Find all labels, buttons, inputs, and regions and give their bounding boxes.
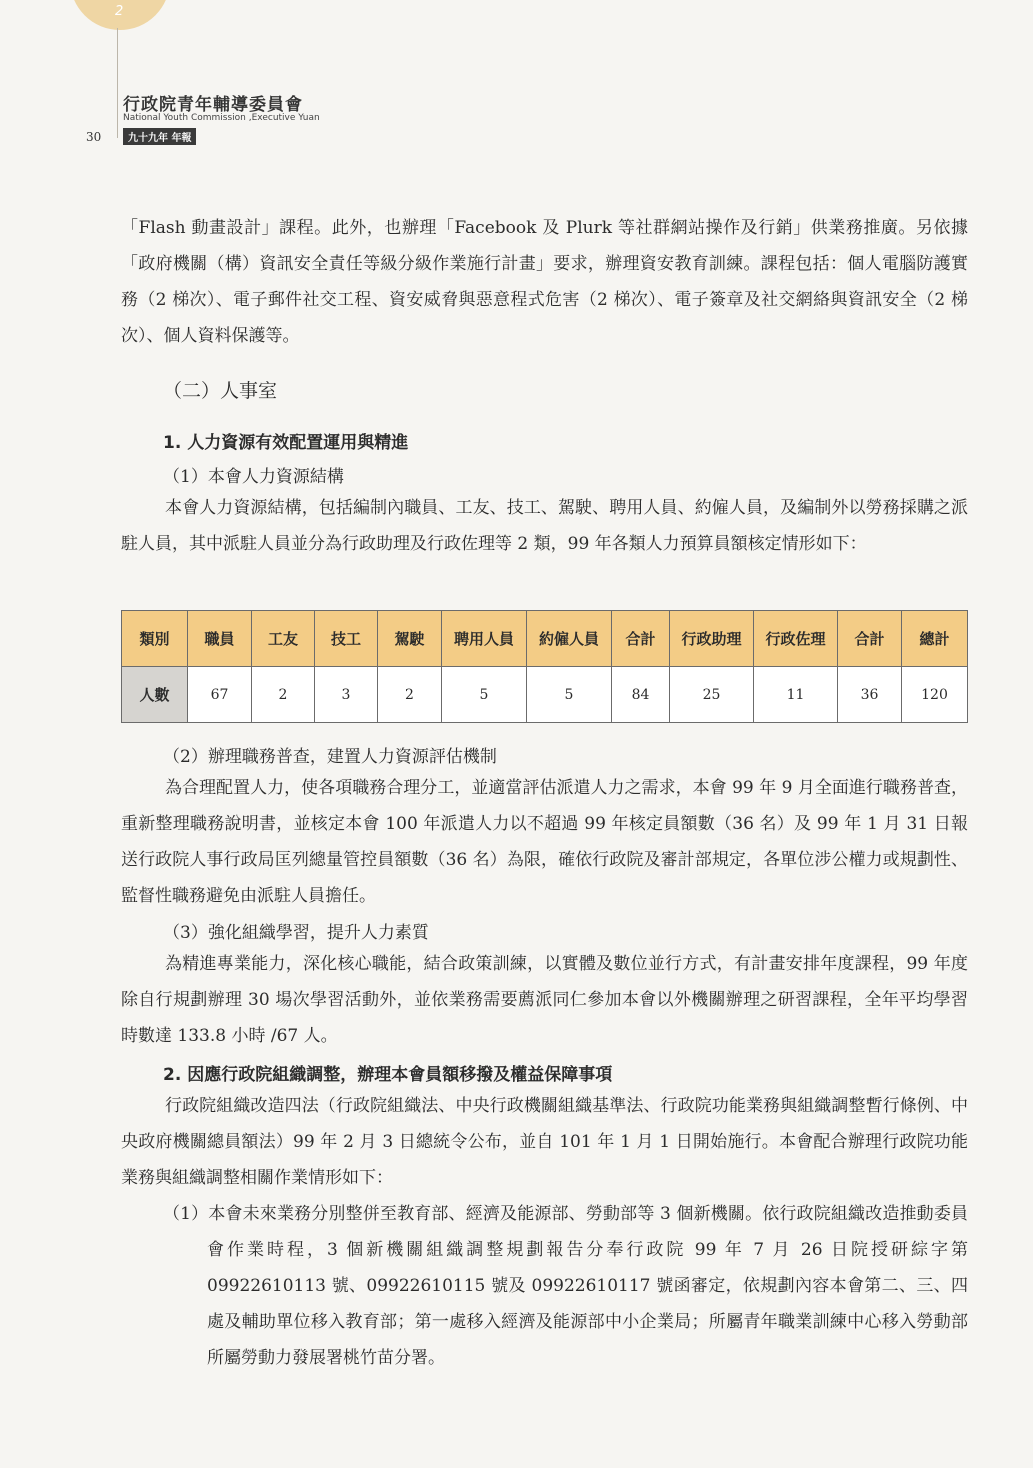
table-cell: 5 bbox=[527, 667, 612, 723]
table-cell: 67 bbox=[188, 667, 252, 723]
org-name-zh: 行政院青年輔導委員會 bbox=[123, 95, 303, 115]
subsection-1-item-3-text: 為精進專業能力，深化核心職能，結合政策訓練，以實體及數位並行方式，有計畫安排年度課程，99 年度除自行規劃辦理 30 場次學習活動外，並依業務需要薦派同仁參加本會以外機關辦理之研習課程，全年平均學習時數達 133.8 小時 /67 人。 bbox=[121, 954, 968, 1046]
subsection-1-item-1-title: （1）本會人力資源結構 bbox=[163, 467, 344, 487]
table-cell: 11 bbox=[754, 667, 838, 723]
subsection-1-item-2-title: （2）辦理職務普查，建置人力資源評估機制 bbox=[163, 747, 497, 767]
staff-table-header-row bbox=[122, 611, 968, 667]
table-header-cell: 職員 bbox=[188, 611, 252, 667]
table-cell: 2 bbox=[252, 667, 315, 723]
table-header-cell: 合計 bbox=[838, 611, 902, 667]
subsection-1-item-2-text: 為合理配置人力，使各項職務合理分工，並適當評估派遣人力之需求，本會 99 年 9 月全面進行職務普查，重新整理職務說明書，並核定本會 100 年派遣人力以不超過 99 年核定員額數（36 名）及 99 年 1 月 31 日報送行政院人事行政局匡列總量管控員額數（36 名）為限，確依行政院及審計部規定，各單位涉公權力或規劃性、監督性職務避免由派駐人員擔任。 bbox=[121, 778, 968, 906]
table-header-cell: 駕駛 bbox=[378, 611, 442, 667]
report-label: 九十九年 年報 bbox=[123, 128, 196, 145]
table-cell: 2 bbox=[378, 667, 442, 723]
table-cell: 5 bbox=[442, 667, 527, 723]
subsection-1-item-1-text: 本會人力資源結構，包括編制內職員、工友、技工、駕駛、聘用人員、約僱人員，及編制外以勞務採購之派駐人員，其中派駐人員並分為行政助理及行政佐理等 2 類，99 年各類人力預算員額核定情形如下： bbox=[121, 498, 968, 554]
page-number: 30 bbox=[86, 130, 102, 144]
subsection-1-item-3-title: （3）強化組織學習，提升人力素質 bbox=[163, 923, 429, 943]
subsection-1-title: 1. 人力資源有效配置運用與精進 bbox=[163, 433, 409, 453]
table-cell: 120 bbox=[902, 667, 968, 723]
intro-paragraph: 「Flash 動畫設計」課程。此外，也辦理「Facebook 及 Plurk 等社群網站操作及行銷」供業務推廣。另依據「政府機關（構）資訊安全責任等級分級作業施行計畫」要求，辦理資安教育訓練。課程包括：個人電腦防護實務（2 梯次）、電子郵件社交工程、資安威脅與惡意程式危害（2 梯次）、電子簽章及社交網絡與資訊安全（2 梯次）、個人資料保護等。 bbox=[121, 218, 968, 346]
table-header-cell: 行政佐理 bbox=[754, 611, 838, 667]
table-header-cell: 類別 bbox=[122, 611, 188, 667]
subsection-2-item-1-text: （1）本會未來業務分別整併至教育部、經濟及能源部、勞動部等 3 個新機關。依行政院組織改造推動委員會作業時程，3 個新機關組織調整規劃報告分奉行政院 99 年 7 月 26 日院授研綜字第 09922610113 號、09922610115 號及 09922610117 號函審定，依規劃內容本會第二、三、四處及輔助單位移入教育部；第一處移入經濟及能源部中小企業局；所屬青年職業訓練中心移入勞動部所屬勞動力發展署桃竹苗分署。 bbox=[163, 1204, 968, 1368]
subsection-2-text: 行政院組織改造四法（行政院組織法、中央行政機關組織基準法、行政院功能業務與組織調整暫行條例、中央政府機關總員額法）99 年 2 月 3 日總統令公布，並自 101 年 1 月 1 日開始施行。本會配合辦理行政院功能業務與組織調整相關作業情形如下： bbox=[121, 1096, 968, 1188]
table-row-label: 人數 bbox=[122, 667, 188, 723]
table-row bbox=[122, 667, 968, 723]
table-header-cell: 行政助理 bbox=[670, 611, 754, 667]
header-divider bbox=[117, 28, 118, 138]
org-name-en: National Youth Commission ,Executive Yuan bbox=[123, 113, 320, 123]
chapter-number: 2 bbox=[115, 4, 124, 19]
table-header-cell: 聘用人員 bbox=[442, 611, 527, 667]
section-title: （二）人事室 bbox=[163, 380, 278, 402]
table-cell: 25 bbox=[670, 667, 754, 723]
table-cell: 3 bbox=[315, 667, 378, 723]
table-header-cell: 總計 bbox=[902, 611, 968, 667]
table-cell: 84 bbox=[612, 667, 670, 723]
table-header-cell: 技工 bbox=[315, 611, 378, 667]
table-header-cell: 工友 bbox=[252, 611, 315, 667]
table-header-cell: 約僱人員 bbox=[527, 611, 612, 667]
table-header-cell: 合計 bbox=[612, 611, 670, 667]
subsection-2-title: 2. 因應行政院組織調整，辦理本會員額移撥及權益保障事項 bbox=[163, 1065, 613, 1085]
staff-table bbox=[121, 610, 968, 723]
table-cell: 36 bbox=[838, 667, 902, 723]
